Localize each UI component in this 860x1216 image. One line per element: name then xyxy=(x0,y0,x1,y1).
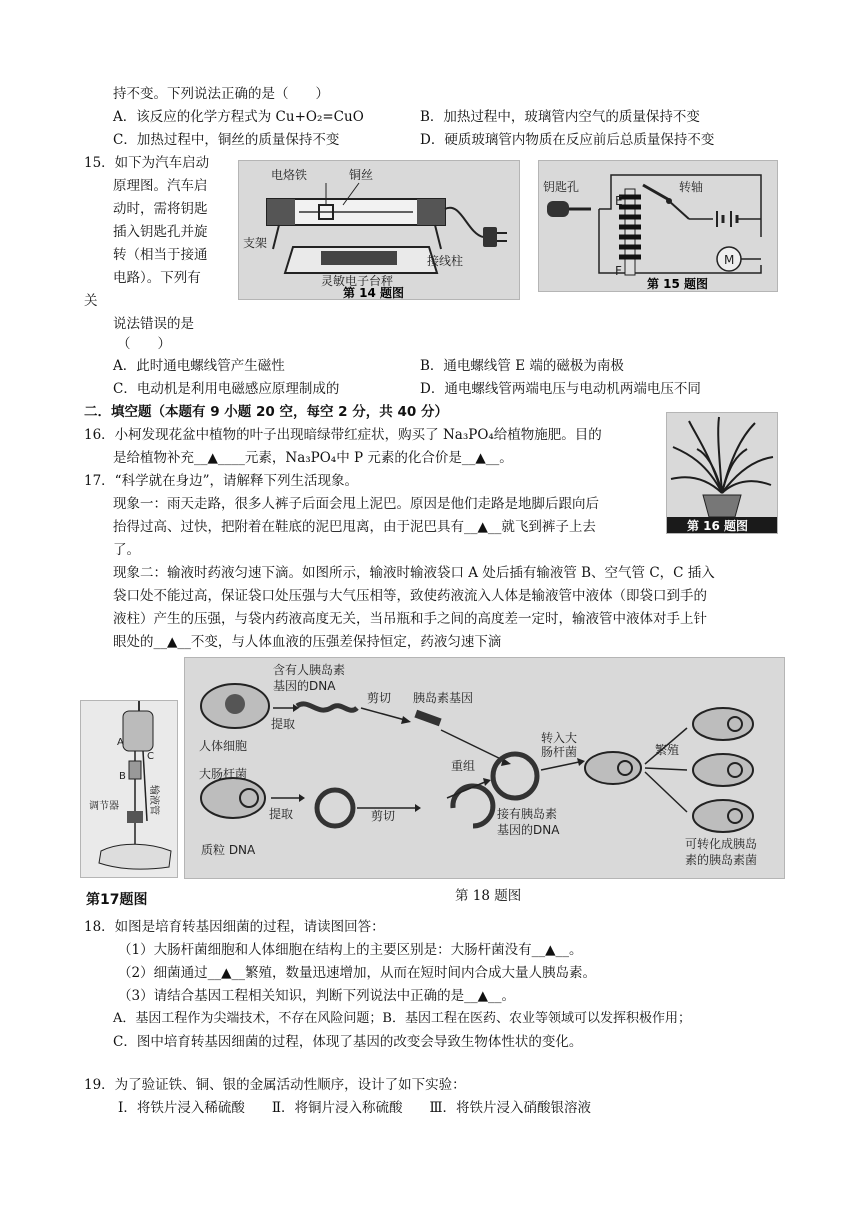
q17-line-4: 了。 xyxy=(113,542,140,558)
q17-line-2: 现象一：雨天走路，很多人裤子后面会甩上泥巴。原因是他们走路是地脚后跟向后 xyxy=(113,496,599,512)
q19-line-2: Ⅰ．将铁片浸入稀硫酸 Ⅱ．将铜片浸入称硫酸 Ⅲ．将铁片浸入硝酸银溶液 xyxy=(118,1100,592,1116)
q15-line-8: 说法错误的是 xyxy=(113,316,194,332)
fig15-label-pivot: 转轴 xyxy=(679,180,704,194)
q18-line-2: （1）大肠杆菌细胞和人体细胞在结构上的主要区别是：大肠杆菌没有__▲__。 xyxy=(118,942,583,958)
q17-line-3: 抬得过高、过快，把附着在鞋底的泥巴甩离，由于泥巴具有__▲__就飞到裤子上去 xyxy=(113,519,596,535)
fig14-label-scale: 灵敏电子台秤 xyxy=(321,274,394,288)
q15-option-a: A．此时通电螺线管产生磁性 xyxy=(113,358,285,374)
q15-line-6: 电路）。下列有 xyxy=(113,270,201,286)
fig18-label-human-cell: 人体细胞 xyxy=(199,739,248,753)
fig14-label-support: 支架 xyxy=(243,236,268,250)
q14-option-c: C．加热过程中，铜丝的质量保持不变 xyxy=(113,132,340,148)
q18-line-3: （2）细菌通过__▲__繁殖，数量迅速增加，从而在短时间内合成大量人胰岛素。 xyxy=(118,965,596,981)
fig18-label-breed: 繁殖 xyxy=(655,743,680,757)
fig18-label-result-2: 素的胰岛素菌 xyxy=(685,853,758,867)
q14-option-b: B．加热过程中，玻璃管内空气的质量保持不变 xyxy=(420,109,700,125)
fig18-label-into-1: 转入大 xyxy=(541,731,578,745)
fig15-label-keyhole: 钥匙孔 xyxy=(543,180,580,194)
fig15-label-f: F xyxy=(615,264,622,278)
q15-line-5: 转（相当于接通 xyxy=(113,247,208,263)
fig18-label-extract-2: 提取 xyxy=(269,807,294,821)
fig18-label-into-2: 肠杆菌 xyxy=(541,745,578,759)
figure-16 xyxy=(666,412,778,534)
fig18-label-cut-1: 剪切 xyxy=(367,691,392,705)
q17-line-7: 液柱）产生的压强，与袋内药液高度无关，当吊瓶和手之间的高度差一定时，输液管中液体对手上针 xyxy=(113,611,707,627)
fig18-label-result-1: 可转化成胰岛 xyxy=(685,837,758,851)
q14-option-d: D．硬质玻璃管内物质在反应前后总质量保持不变 xyxy=(420,132,715,148)
q15-line-7: 关 xyxy=(84,293,98,309)
q15-option-d: D．通电螺线管两端电压与电动机两端电压不同 xyxy=(420,381,701,397)
q17-line-1: 17．“科学就在身边”，请解释下列生活现象。 xyxy=(84,473,358,489)
fig18-label-recombine: 重组 xyxy=(451,759,476,773)
q16-line-1: 16．小柯发现花盆中植物的叶子出现暗绿带红症状，购买了 Na₃PO₄给植物施肥。目的 xyxy=(84,427,602,443)
fig17-label-tube: 输液管 xyxy=(148,785,159,815)
fig18-label-dna-2: 基因的DNA xyxy=(273,679,336,693)
fig18-label-cut-2: 剪切 xyxy=(371,809,396,823)
fig17-caption: 第17题图 xyxy=(86,892,148,908)
fig18-label-joined-2: 基因的DNA xyxy=(497,823,560,837)
q17-line-8: 眼处的__▲__不变，与人体血液的压强差保持恒定，药液匀速下滴 xyxy=(113,634,502,650)
fig14-label-terminal: 接线柱 xyxy=(427,254,464,268)
fig14-caption: 第 14 题图 xyxy=(343,286,405,299)
fig15-label-e: E xyxy=(615,194,623,208)
q18-line-5: A．基因工程作为尖端技术，不存在风险问题；B．基因工程在医药、农业等领域可以发挥积极作用； xyxy=(113,1011,691,1026)
q15-line-3: 动时，需将钥匙 xyxy=(113,201,208,217)
figure-14 xyxy=(238,160,520,300)
fig18-label-ecoli: 大肠杆菌 xyxy=(199,767,248,781)
q16-line-2: 是给植物补充__▲____元素，Na₃PO₄中 P 元素的化合价是__▲__。 xyxy=(113,450,513,466)
q15-option-c: C．电动机是利用电磁感应原理制成的 xyxy=(113,381,340,397)
fig14-label-wire: 铜丝 xyxy=(349,168,374,182)
section-2-heading: 二．填空题（本题有 9 小题 20 空，每空 2 分，共 40 分） xyxy=(84,404,448,420)
figure-17 xyxy=(80,700,178,878)
q19-line-1: 19．为了验证铁、铜、银的金属活动性顺序，设计了如下实验： xyxy=(84,1077,466,1093)
q18-line-1: 18．如图是培育转基因细菌的过程，请读图回答： xyxy=(84,919,385,935)
fig18-label-extract-1: 提取 xyxy=(271,717,296,731)
fig17-label-regulator: 调节器 xyxy=(89,801,119,812)
fig14-label-furnace: 电烙铁 xyxy=(271,168,308,182)
figure-18 xyxy=(184,657,785,879)
q18-line-4: （3）请结合基因工程相关知识，判断下列说法中正确的是__▲__。 xyxy=(118,988,515,1004)
q15-line-1: 15．如下为汽车启动 xyxy=(84,155,210,171)
fig17-label-a: A xyxy=(117,737,124,748)
fig18-label-dna: 含有人胰岛素 xyxy=(273,663,346,677)
q15-line-9: （ ） xyxy=(117,336,171,352)
fig17-label-c: C xyxy=(147,751,154,762)
q17-line-6: 袋口处不能过高，保证袋口处压强与大气压相等，致使药液流入人体是输液管中液体（即袋口到手的 xyxy=(113,588,707,604)
q17-line-5: 现象二：输液时药液匀速下滴。如图所示，输液时输液袋口 A 处后插有输液管 B、空气管 C，C 插入 xyxy=(113,565,715,581)
fig18-label-gene: 胰岛素基因 xyxy=(413,691,474,705)
q18-line-6: C．图中培育转基因细菌的过程，体现了基因的改变会导致生物体性状的变化。 xyxy=(113,1034,583,1050)
fig15-label-motor: M xyxy=(724,253,735,267)
fig17-label-b: B xyxy=(119,771,126,782)
q15-option-b: B．通电螺线管 E 端的磁极为南极 xyxy=(420,358,624,374)
q15-line-4: 插入钥匙孔并旋 xyxy=(113,224,208,240)
q14-stem-end: 持不变。下列说法正确的是（ ） xyxy=(113,86,329,102)
fig18-caption: 第 18 题图 xyxy=(455,888,522,904)
fig18-label-plasmid: 质粒 DNA xyxy=(201,843,256,857)
q14-option-a: A．该反应的化学方程式为 Cu+O₂=CuO xyxy=(113,109,364,125)
q15-line-2: 原理图。汽车启 xyxy=(113,178,208,194)
fig18-label-joined-1: 接有胰岛素 xyxy=(497,807,558,821)
fig15-caption: 第 15 题图 xyxy=(647,277,709,291)
figure-15 xyxy=(538,160,778,292)
fig16-caption: 第 16 题图 xyxy=(687,519,749,533)
